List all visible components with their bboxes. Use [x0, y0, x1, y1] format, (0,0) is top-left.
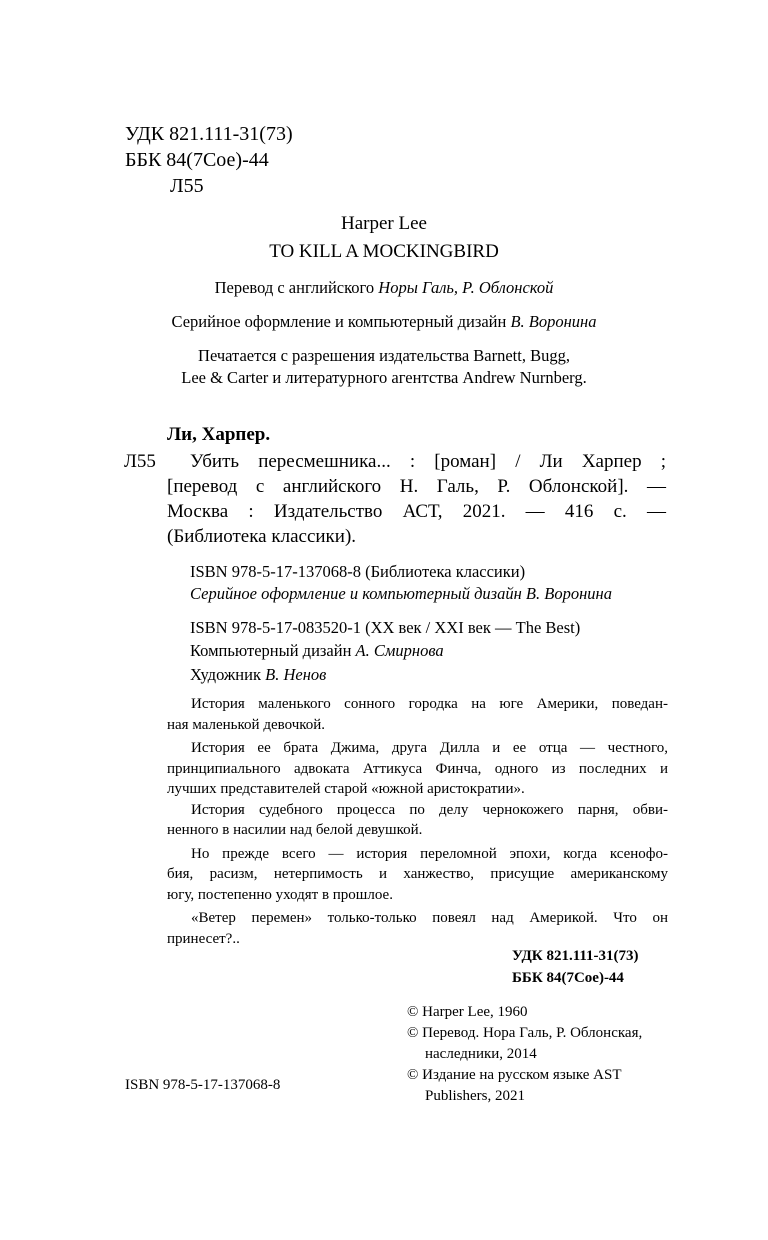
annotation-line: принципиального адвоката Аттикуса Финча, одного из последних и — [167, 760, 668, 777]
original-title: TO KILL A MOCKINGBIRD — [269, 241, 499, 262]
permission-line-1: Печатается с разрешения издательства Barnett, Bugg, — [198, 346, 570, 365]
annotation-line: бия, расизм, нетерпимость и ханжество, присущие американскому — [167, 866, 668, 882]
catalog-line-1: Убить пересмешника... : [роман] / Ли Харпер ; — [190, 451, 666, 472]
annotation-paragraph — [167, 844, 668, 906]
designer: А. Смирнова — [355, 641, 444, 660]
annotation-line: ная маленькой девочкой. — [167, 716, 326, 733]
catalog-line-4: (Библиотека классики). — [167, 526, 357, 547]
translators: Норы Галь, Р. Облонской — [378, 278, 554, 297]
copyright-line: © Перевод. Нора Галь, Р. Облонская, — [407, 1025, 643, 1041]
copyright-line: наследники, 2014 — [425, 1046, 537, 1062]
translation-label: Перевод с английского — [214, 278, 379, 297]
annotation-line: ненного в насилии над белой девушкой. — [167, 822, 423, 838]
annotation-line: История судебного процесса по делу чернокожего парня, обви- — [191, 801, 668, 818]
annotation-paragraph — [167, 800, 668, 841]
annotation-paragraph — [167, 738, 668, 800]
isbn-series-2-artist — [190, 664, 326, 685]
isbn-series-1: ISBN 978-5-17-137068-8 (Библиотека классики) — [190, 562, 526, 581]
copyright-line: © Harper Lee, 1960 — [407, 1004, 528, 1020]
artist-label: Художник — [190, 665, 266, 684]
annotation-line: принесет?.. — [167, 930, 240, 947]
udk-code-bottom: УДК 821.111-31(73) — [512, 948, 639, 964]
catalog-line-3: Москва : Издательство АСТ, 2021. — 416 с. — — [167, 501, 666, 522]
catalog-line-2: [перевод с английского Н. Галь, Р. Облонской]. — — [167, 476, 666, 497]
copyright-block — [407, 1002, 642, 1107]
author-mark: Л55 — [170, 175, 204, 197]
artist: В. Ненов — [265, 665, 327, 684]
bbk-code: ББК 84(7Сое)-44 — [125, 149, 269, 171]
copyright-line: © Издание на русском языке AST — [407, 1067, 622, 1083]
designer: В. Воронина — [525, 584, 612, 603]
design-label: Серийное оформление и компьютерный дизайн — [171, 312, 511, 331]
annotation-line: Но прежде всего — история переломной эпохи, когда ксенофо- — [191, 845, 668, 862]
designer: В. Воронина — [510, 312, 597, 331]
annotation-line: История маленького сонного городка на юге Америки, поведан- — [191, 696, 668, 712]
permission-line-2: Lee & Carter и литературного агентства Andrew Nurnberg. — [181, 368, 587, 387]
translation-credit — [0, 277, 768, 298]
annotation-line: лучших представителей старой «южной аристократии». — [167, 781, 525, 797]
isbn-series-2: ISBN 978-5-17-083520-1 (XX век / XXI век — The Best) — [190, 618, 581, 637]
annotation-line: югу, постепенно уходят в прошлое. — [167, 886, 393, 903]
copyright-line: Publishers, 2021 — [425, 1088, 526, 1104]
design-label: Компьютерный дизайн — [190, 641, 356, 660]
design-label: Серийное оформление и компьютерный дизайн — [190, 584, 526, 603]
catalog-heading: Ли, Харпер. — [167, 424, 271, 445]
annotation-line: История ее брата Джима, друга Дилла и ее отца — честного, — [191, 740, 668, 756]
isbn-series-2-design — [190, 640, 444, 661]
annotation — [167, 694, 668, 949]
udk-code: УДК 821.111-31(73) — [125, 123, 293, 145]
annotation-paragraph — [167, 694, 668, 735]
annotation-paragraph — [167, 908, 668, 949]
original-author: Harper Lee — [341, 213, 427, 234]
annotation-line: «Ветер перемен» только-только повеял над Америкой. Что он — [191, 910, 668, 926]
catalog-mark: Л55 — [124, 451, 156, 472]
isbn-series-1-design — [190, 583, 612, 604]
isbn-bottom: ISBN 978-5-17-137068-8 — [125, 1077, 281, 1093]
bbk-code-bottom: ББК 84(7Сое)-44 — [512, 970, 624, 986]
design-credit — [0, 311, 768, 332]
